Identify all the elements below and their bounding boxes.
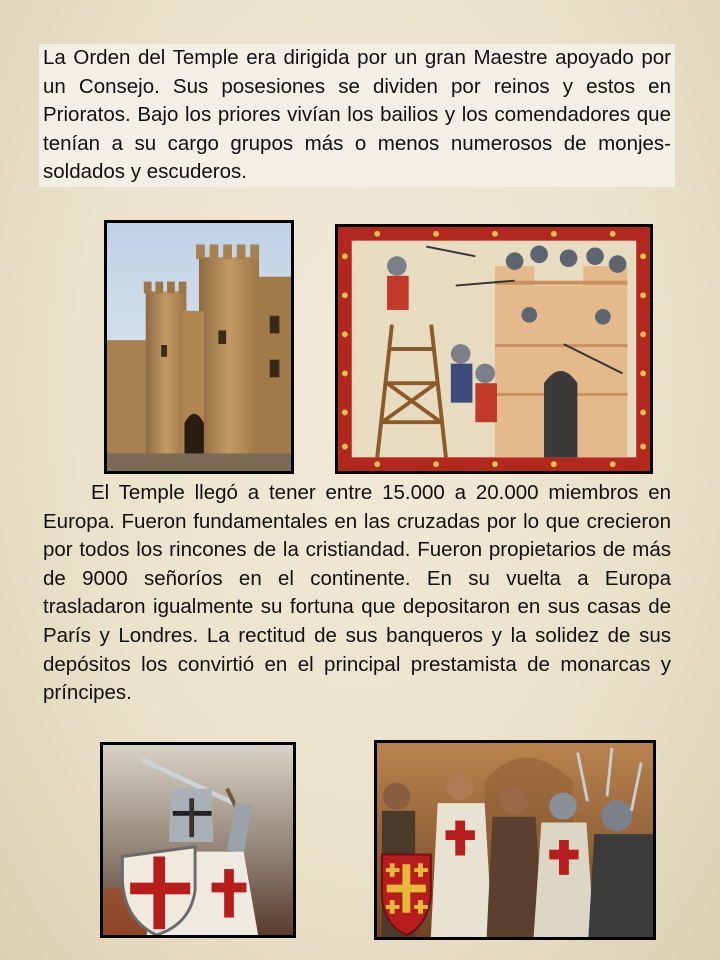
siege-illustration — [335, 224, 653, 474]
knight-painting — [100, 742, 296, 938]
templars-painting — [374, 740, 656, 940]
paragraph-first: La Orden del Temple era dirigida por un gran Maestre apoyado por un Consejo. Sus posesiones se dividen por reinos y estos en Prioratos. Bajo los priores vivían los bailios y los comendadores que tenían a su cargo grupos más o menos numerosos de monjes-soldados y escuderos. — [39, 44, 675, 187]
paragraph-second: El Temple llegó a tener entre 15.000 a 20.000 miembros en Europa. Fueron fundamentales en las cruzadas por lo que crecieron por todos los rincones de la cristiandad. Fueron propietarios de más de 9000 señoríos en el continente. En su vuelta a Europa trasladaron igualmente su fortuna que depositaron en sus casas de París y Londres. La rectitud de sus banqueros y la solidez de sus depósitos los convirtió en el principal prestamista de monarcas y príncipes. — [43, 481, 671, 705]
castle-photo — [104, 220, 294, 474]
